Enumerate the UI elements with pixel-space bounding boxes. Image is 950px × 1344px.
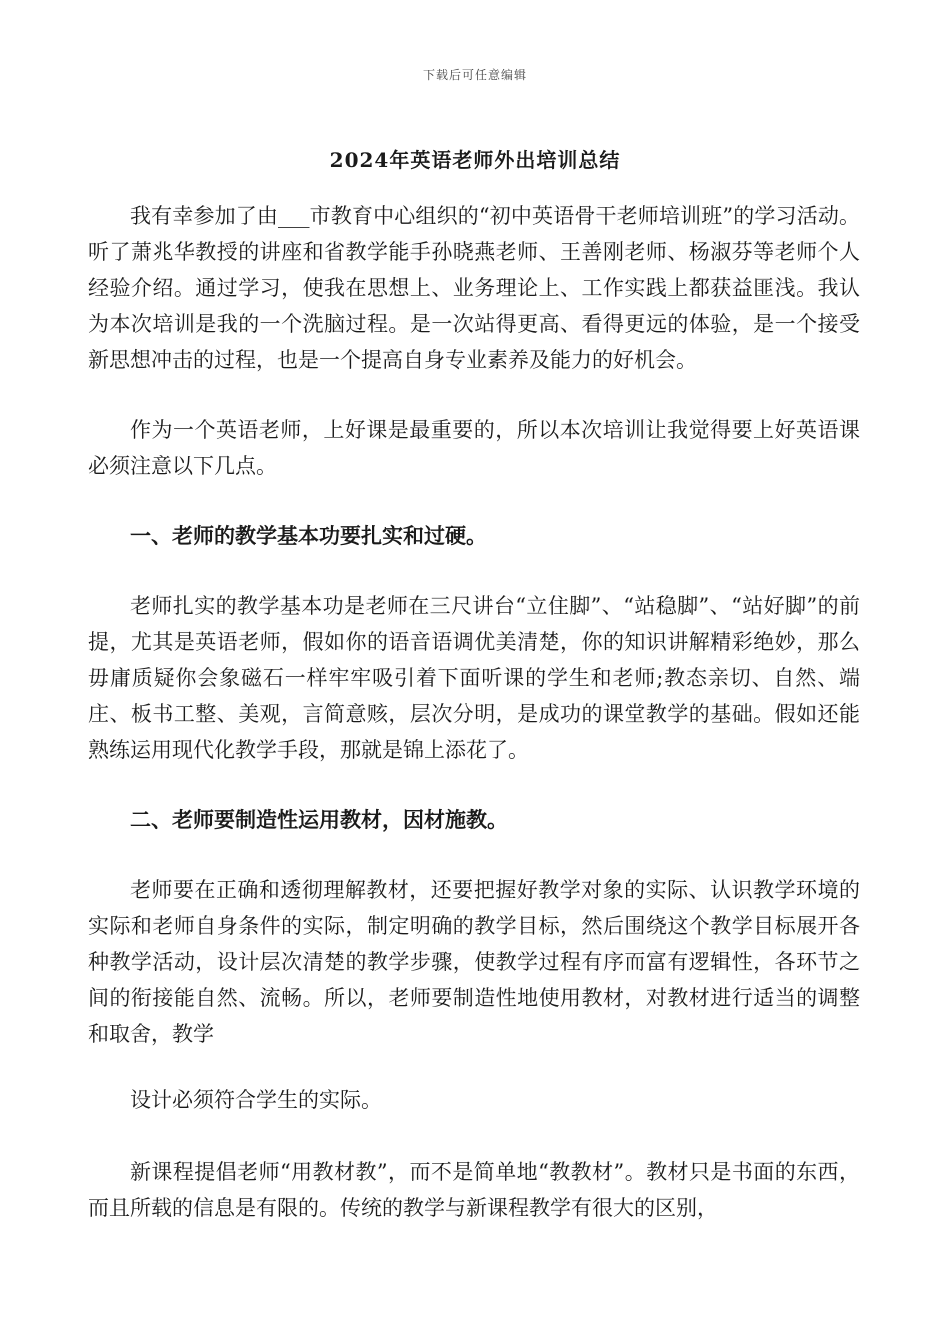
section-heading-1: 一、老师的教学基本功要扎实和过硬。 [130, 523, 487, 548]
paragraph-intro: 我有幸参加了由___市教育中心组织的“初中英语骨干老师培训班”的学习活动。听了萧兆华教授的讲座和省教学能手孙晓燕老师、王善刚老师、杨淑芬等老师个人经验介绍。通过学习，使我在思想上、业务理论上、工作实践上都获益匪浅。我认为本次培训是我的一个洗脑过程。是一次站得更高、看得更远的体验，是一个接受新思想冲击的过程，也是一个提高自身专业素养及能力的好机会。 [88, 204, 860, 372]
document-title: 2024年英语老师外出培训总结 [329, 148, 621, 172]
paragraph-continuation: 设计必须符合学生的实际。 [130, 1088, 382, 1112]
document-body [88, 198, 860, 1260]
paragraph-new-curriculum: 新课程提倡老师“用教材教”，而不是简单地“教教材”。教材只是书面的东西，而且所载的信息是有限的。传统的教学与新课程教学有很大的区别， [88, 1160, 860, 1220]
paragraph-section-1: 老师扎实的教学基本功是老师在三尺讲台“立住脚”、“站稳脚”、“站好脚”的前提，尤其是英语老师，假如你的语音语调优美清楚，你的知识讲解精彩绝妙，那么毋庸质疑你会象磁石一样牢牢吸引着下面听课的学生和老师;教态亲切、自然、端庄、板书工整、美观，言简意赅，层次分明，是成功的课堂教学的基础。假如还能熟练运用现代化教学手段，那就是锦上添花了。 [88, 594, 860, 762]
paragraph-section-2: 老师要在正确和透彻理解教材，还要把握好教学对象的实际、认识教学环境的实际和老师自身条件的实际，制定明确的教学目标，然后围绕这个教学目标展开各种教学活动，设计层次清楚的教学步骤，使教学过程有序而富有逻辑性，各环节之间的衔接能自然、流畅。所以，老师要制造性地使用教材，对教材进行适当的调整和取舍，教学 [88, 878, 860, 1046]
paragraph-lead-in: 作为一个英语老师，上好课是最重要的，所以本次培训让我觉得要上好英语课必须注意以下几点。 [88, 418, 860, 478]
header-note: 下载后可任意编辑 [422, 68, 527, 82]
section-heading-2: 二、老师要制造性运用教材，因材施教。 [130, 807, 508, 832]
